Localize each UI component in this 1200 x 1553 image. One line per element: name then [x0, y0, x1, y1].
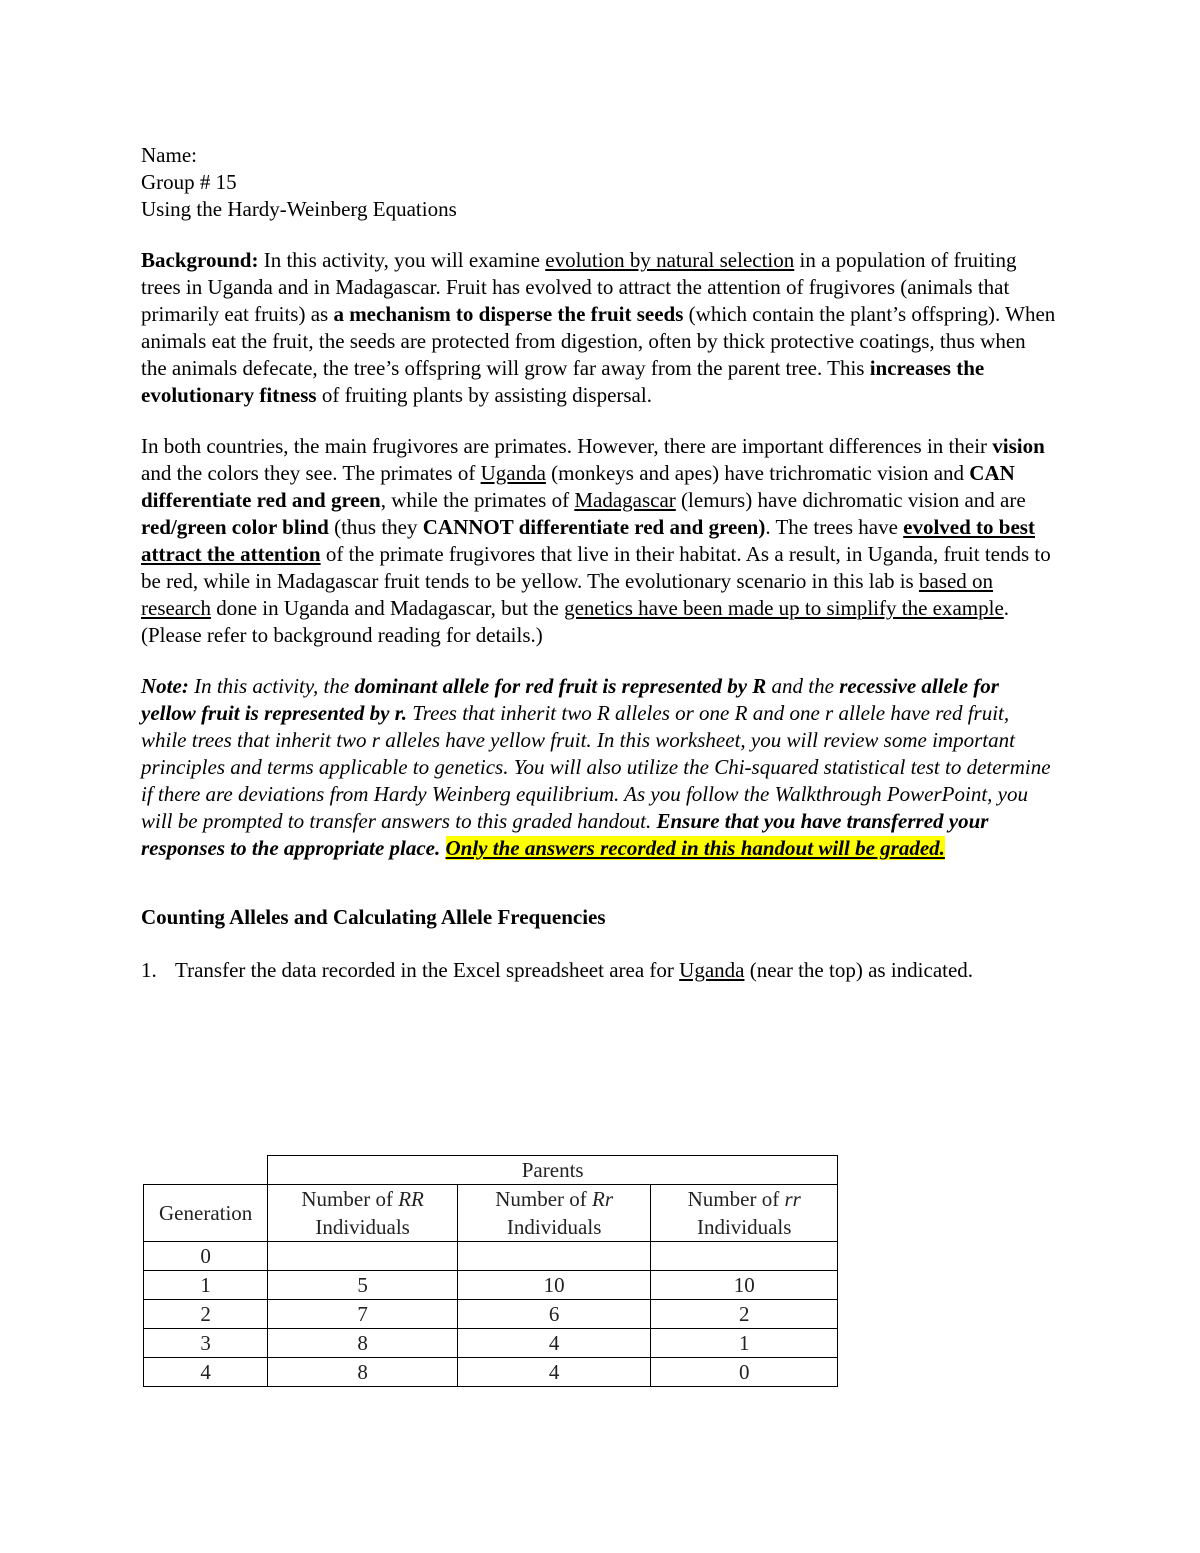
bold-text: vision: [992, 434, 1045, 458]
rr-count-cell: 8: [268, 1329, 458, 1358]
background-paragraph: [141, 247, 1056, 409]
rr-het-count-cell: 10: [457, 1271, 651, 1300]
table-row: [144, 1329, 838, 1358]
rr-heterozygous-header: [457, 1185, 651, 1242]
note-label: Note:: [141, 674, 189, 698]
text: of fruiting plants by assisting dispersal.: [316, 383, 652, 407]
rr-dominant-header: [268, 1185, 458, 1242]
document-page: [141, 142, 1056, 984]
table-row: [144, 1358, 838, 1387]
bold-text: dominant allele for red fruit is represented by R: [354, 674, 767, 698]
underlined-text: Uganda: [480, 461, 546, 485]
question-number: 1.: [141, 958, 157, 982]
group-number: Group # 15: [141, 170, 237, 194]
text: , while the primates of: [380, 488, 575, 512]
parents-data-table: [143, 1155, 838, 1387]
generation-cell: 0: [144, 1242, 268, 1271]
bold-text: a mechanism to disperse the fruit seeds: [333, 302, 684, 326]
header-text: Number of: [301, 1187, 399, 1211]
rr-recessive-header: [651, 1185, 838, 1242]
rr-rec-count-cell: 10: [651, 1271, 838, 1300]
bold-underlined-text: evolved to best attract the attention: [141, 515, 1035, 566]
empty-corner-cell: [144, 1156, 268, 1185]
bold-text: CANNOT differentiate red and green): [422, 515, 766, 539]
rr-count-cell[interactable]: [268, 1242, 458, 1271]
text: (which contain the plant’s offspring). When animals eat the fruit, the seeds are protected from digestion, often by thick protective coatings, thus when the animals defecate, the tree’s offspring will grow far away from the parent tree. This: [141, 302, 1056, 380]
bold-text: recessive allele for yellow fruit is represented by r.: [141, 674, 999, 725]
header-text: Individuals: [315, 1215, 410, 1239]
bold-text: increases the evolutionary fitness: [141, 356, 985, 407]
text: (thus they: [328, 515, 423, 539]
rr-count-cell: 7: [268, 1300, 458, 1329]
header-text: Individuals: [696, 1215, 792, 1239]
text: . The trees have: [765, 515, 904, 539]
text: and the colors they see. The primates of: [141, 461, 481, 485]
generation-cell: 4: [144, 1358, 268, 1387]
text: (monkeys and apes) have trichromatic vision and: [545, 461, 970, 485]
underlined-text: Uganda: [679, 958, 745, 982]
rr-het-count-cell: 4: [457, 1358, 651, 1387]
text: done in Uganda and Madagascar, but the: [210, 596, 565, 620]
table-row: [144, 1300, 838, 1329]
rr-het-count-cell: 6: [457, 1300, 651, 1329]
question-1: [141, 957, 1056, 984]
text: In both countries, the main frugivores are primates. However, there are important differences in their: [141, 434, 993, 458]
text: in a population of fruiting trees in Uganda and in Madagascar. Fruit has evolved to attract the attention of frugivores (animals that primarily eat fruits) as: [141, 248, 1017, 326]
rr-rec-count-cell: 2: [651, 1300, 838, 1329]
background-label: Background:: [141, 248, 259, 272]
text: . (Please refer to background reading for details.): [141, 596, 1010, 647]
genotype-label: RR: [398, 1187, 424, 1211]
generation-header: Generation: [144, 1185, 268, 1242]
rr-rec-count-cell: 0: [651, 1358, 838, 1387]
underlined-text: evolution by natural selection: [545, 248, 795, 272]
note-paragraph: [141, 673, 1056, 862]
highlighted-warning: Only the answers recorded in this handout will be graded.: [445, 836, 945, 860]
bold-text: Ensure that you have transferred your responses to the appropriate place.: [141, 809, 989, 860]
rr-count-cell: 8: [268, 1358, 458, 1387]
genotype-label: Rr: [592, 1187, 614, 1211]
header-text: Number of: [687, 1187, 785, 1211]
text: (near the top) as indicated.: [744, 958, 974, 982]
document-title: Using the Hardy-Weinberg Equations: [141, 197, 457, 221]
text: Trees that inherit two R alleles or one R and one r allele have red fruit, while trees that inherit two r alleles have yellow fruit. In this worksheet, you will review some important principles and terms applicable to genetics. You will also utilize the Chi-squared statistical test to determine if there are deviations from Hardy Weinberg equilibrium. As you follow the Walkthrough PowerPoint, you will be prompted to transfer answers to this graded handout.: [141, 701, 1051, 833]
bold-text: CAN differentiate red and green: [141, 461, 1015, 512]
section-heading: Counting Alleles and Calculating Allele Frequencies: [141, 905, 606, 929]
text: In this activity, you will examine: [258, 248, 546, 272]
rr-het-count-cell: 4: [457, 1329, 651, 1358]
header-text: Number of: [495, 1187, 593, 1211]
bold-text: red/green color blind: [141, 515, 329, 539]
generation-cell: 2: [144, 1300, 268, 1329]
text: and the: [766, 674, 840, 698]
genotype-label: rr: [784, 1187, 801, 1211]
rr-rec-count-cell[interactable]: [651, 1242, 838, 1271]
text: (lemurs) have dichromatic vision and are: [675, 488, 1026, 512]
underlined-text: based on research: [141, 569, 994, 620]
generation-cell: 1: [144, 1271, 268, 1300]
text: of the primate frugivores that live in their habitat. As a result, in Uganda, fruit tends to be red, while in Madagascar fruit tends to be yellow. The evolutionary scenario in this lab is: [141, 542, 1051, 593]
rr-count-cell: 5: [268, 1271, 458, 1300]
underlined-text: genetics have been made up to simplify the example: [564, 596, 1004, 620]
underlined-text: Madagascar: [574, 488, 676, 512]
header-text: Individuals: [506, 1215, 602, 1239]
table-row: [144, 1271, 838, 1300]
rr-rec-count-cell: 1: [651, 1329, 838, 1358]
text: In this activity, the: [188, 674, 355, 698]
primates-paragraph: [141, 433, 1056, 649]
parents-header: Parents: [268, 1156, 838, 1185]
rr-het-count-cell[interactable]: [457, 1242, 651, 1271]
table-row: [144, 1242, 838, 1271]
text: Transfer the data recorded in the Excel spreadsheet area for: [175, 958, 680, 982]
name-label: Name:: [141, 143, 197, 167]
generation-cell: 3: [144, 1329, 268, 1358]
